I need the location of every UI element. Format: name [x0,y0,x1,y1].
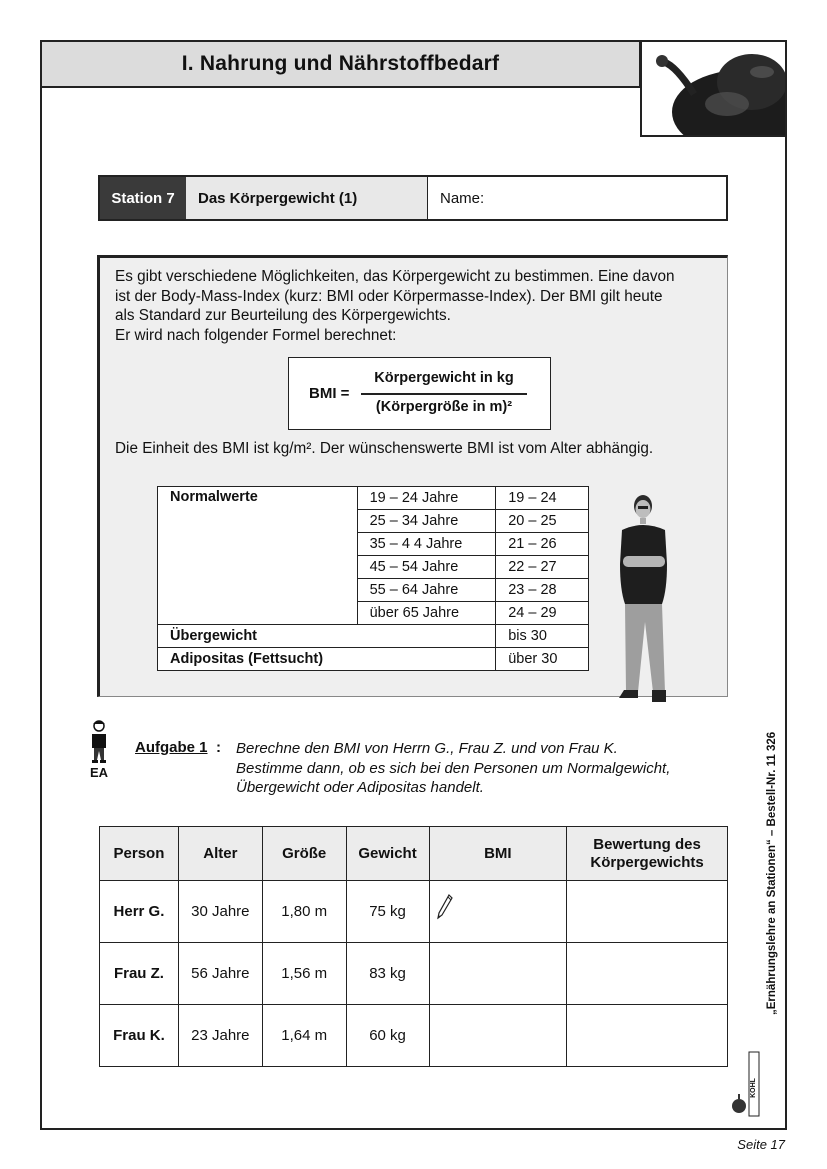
intro-line: als Standard zur Beurteilung des Körpergewichts. [115,307,451,324]
name-label: Name: [440,189,485,207]
station-number: Station 7 [100,177,186,219]
col-height: Größe [262,827,346,881]
task-colon: : [216,739,221,756]
person-cell: Herr G. [100,881,179,943]
bmi-range: 19 – 24 [496,487,589,510]
col-person: Person [100,827,179,881]
height-cell: 1,56 m [262,943,346,1005]
table-row [158,487,589,510]
age-range: 19 – 24 Jahre [357,487,496,510]
chapter-title: I. Nahrung und Nährstoffbedarf [181,52,500,75]
formula-lhs: BMI = [309,385,350,402]
chapter-title-bar [40,40,641,88]
name-field[interactable] [428,177,726,219]
person-icon [605,492,675,710]
task-line: Übergewicht oder Adipositas handelt. [236,779,484,796]
table-header-row [100,827,728,881]
age-range: 45 – 54 Jahre [357,556,496,579]
age-range: über 65 Jahre [357,602,496,625]
logo-text: KOHL [750,1078,757,1098]
bmi-range: 22 – 27 [496,556,589,579]
rating-answer-cell[interactable] [567,1005,728,1067]
side-order-text: „Ernährungslehre an Stationen“ – Bestell-Nr. 11 326 [766,731,778,1015]
station-title: Das Körpergewicht (1) [186,177,428,219]
age-cell: 30 Jahre [178,881,262,943]
formula-numerator: Körpergewicht in kg [374,370,514,386]
weight-cell: 75 kg [346,881,429,943]
task-line: Bestimme dann, ob es sich bei den Personen um Normalgewicht, [236,759,671,777]
intro-text [115,267,715,345]
standing-man-figure [605,492,675,710]
overweight-value: bis 30 [496,625,589,648]
height-cell: 1,80 m [262,881,346,943]
age-range: 35 – 4 4 Jahre [357,533,496,556]
age-cell: 23 Jahre [178,1005,262,1067]
bmi-answer-cell[interactable] [429,881,567,943]
table-row [100,881,728,943]
student-icon [87,720,111,764]
publisher-logo [731,1048,767,1120]
col-weight: Gewicht [346,827,429,881]
table-row [100,943,728,1005]
col-rating: Bewertung des Körpergewichts [567,827,728,881]
age-cell: 56 Jahre [178,943,262,1005]
height-cell: 1,64 m [262,1005,346,1067]
bmi-calculation-table [99,826,728,1067]
header-photo [640,40,787,137]
bmi-range: 23 – 28 [496,579,589,602]
task-label: Aufgabe 1 [135,739,208,756]
fraction-bar [361,393,527,395]
bmi-formula [288,357,551,430]
page-number: Seite 17 [737,1137,785,1152]
weight-cell: 60 kg [346,1005,429,1067]
bmi-answer-cell[interactable] [429,1005,567,1067]
task-instructions [236,739,716,798]
obesity-label: Adipositas (Fettsucht) [158,648,496,671]
normal-label: Normalwerte [158,487,358,625]
intro-line: ist der Body-Mass-Index (kurz: BMI oder Körpermasse-Index). Der BMI gilt heute [115,287,663,305]
task-line: Berechne den BMI von Herrn G., Frau Z. und von Frau K. [236,740,618,757]
publisher-logo-icon [731,1048,767,1120]
intro-line: Es gibt verschiedene Möglichkeiten, das Körpergewicht zu bestimmen. Eine davon [115,268,675,285]
overweight-label: Übergewicht [158,625,496,648]
col-age: Alter [178,827,262,881]
rating-answer-cell[interactable] [567,881,728,943]
formula-denominator: (Körpergröße in m)² [375,399,513,415]
weight-cell: 83 kg [346,943,429,1005]
bmi-range: 21 – 26 [496,533,589,556]
intro-line: Er wird nach folgender Formel berechnet: [115,326,397,344]
col-bmi: BMI [429,827,567,881]
obesity-value: über 30 [496,648,589,671]
table-row [100,1005,728,1067]
unit-text: Die Einheit des BMI ist kg/m². Der wünschenswerte BMI ist vom Alter abhängig. [115,440,654,457]
station-header [98,175,728,221]
bmi-answer-cell[interactable] [429,943,567,1005]
ea-label: EA [90,765,109,780]
pencil-icon [436,893,454,921]
person-cell: Frau K. [100,1005,179,1067]
person-cell: Frau Z. [100,943,179,1005]
vegetable-photo-icon [642,42,787,137]
table-row [158,625,589,648]
table-row [158,648,589,671]
rating-answer-cell[interactable] [567,943,728,1005]
bmi-range: 20 – 25 [496,510,589,533]
bmi-reference-table [157,486,589,671]
bmi-range: 24 – 29 [496,602,589,625]
age-range: 55 – 64 Jahre [357,579,496,602]
age-range: 25 – 34 Jahre [357,510,496,533]
